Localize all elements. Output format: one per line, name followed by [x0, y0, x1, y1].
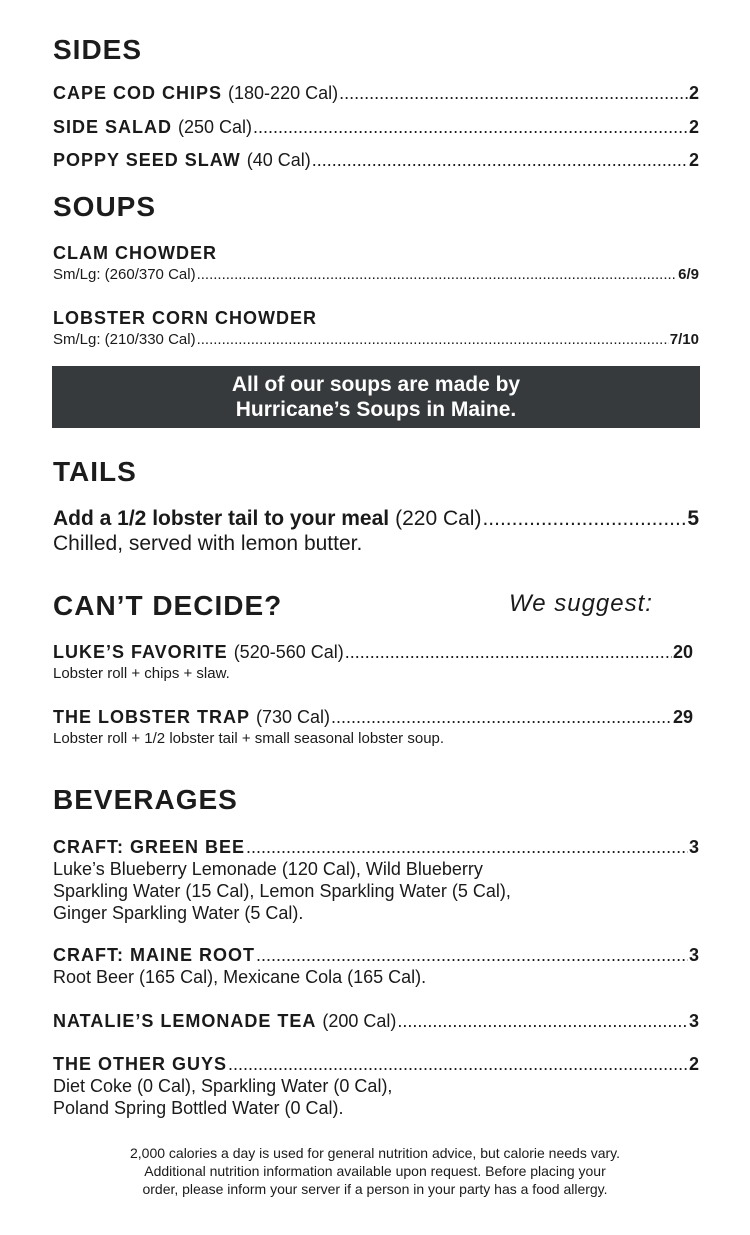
- nutrition-disclaimer: [40, 1144, 710, 1198]
- dot-leader: [312, 149, 688, 171]
- other-guys-description-line: Diet Coke (0 Cal), Sparkling Water (0 Cal),: [53, 1076, 393, 1096]
- item-name: CAPE COD CHIPS: [53, 83, 223, 103]
- item-name: Add a 1/2 lobster tail to your meal: [53, 507, 390, 530]
- item-price: 2: [688, 1054, 699, 1074]
- dot-leader: [339, 82, 688, 104]
- item-price: 29: [672, 707, 693, 727]
- item-price: 3: [688, 945, 699, 965]
- item-size-calories: Sm/Lg: (260/370 Cal): [53, 266, 196, 283]
- soups-info-banner: [52, 366, 700, 428]
- item-name: POPPY SEED SLAW: [53, 150, 241, 170]
- item-calories: (520-560 Cal): [233, 642, 344, 662]
- menu-item-green-bee: [53, 836, 699, 858]
- dot-leader: [256, 944, 688, 966]
- menu-item-lemonade-tea: [53, 1010, 699, 1032]
- disclaimer-line: Additional nutrition information available upon request. Before placing your: [144, 1163, 606, 1179]
- dot-leader: [246, 836, 688, 858]
- menu-item-lobster-corn-chowder: [53, 331, 699, 349]
- item-name: THE OTHER GUYS: [53, 1054, 228, 1074]
- lukes-favorite-description: Lobster roll + chips + slaw.: [53, 665, 230, 682]
- item-calories: (250 Cal): [178, 117, 253, 137]
- cant-decide-heading: CAN’T DECIDE?: [53, 590, 283, 621]
- lobster-tail-description: Chilled, served with lemon butter.: [53, 532, 363, 555]
- item-name: SIDE SALAD: [53, 117, 173, 137]
- sides-heading: SIDES: [53, 34, 143, 65]
- item-price: 2: [688, 83, 699, 103]
- item-calories: (220 Cal): [395, 507, 482, 530]
- item-price: 6/9: [678, 266, 699, 283]
- item-name: CRAFT: MAINE ROOT: [53, 945, 255, 965]
- menu-item-other-guys: [53, 1053, 699, 1075]
- item-price: 20: [672, 642, 693, 662]
- dot-leader: [197, 266, 678, 284]
- other-guys-description-line: Poland Spring Bottled Water (0 Cal).: [53, 1098, 344, 1118]
- menu-item-lukes-favorite: [53, 641, 693, 663]
- item-calories: (40 Cal): [246, 150, 311, 170]
- green-bee-description-line: Luke’s Blueberry Lemonade (120 Cal), Wild Blueberry: [53, 859, 483, 879]
- item-price: 2: [688, 117, 699, 137]
- banner-line: All of our soups are made by: [231, 373, 521, 396]
- dot-leader: [482, 507, 686, 531]
- item-name: NATALIE’S LEMONADE TEA: [53, 1011, 317, 1031]
- maine-root-description-line: Root Beer (165 Cal), Mexicane Cola (165 Cal).: [53, 967, 427, 987]
- dot-leader: [345, 641, 672, 663]
- item-name: LUKE’S FAVORITE: [53, 642, 228, 662]
- item-size-calories: Sm/Lg: (210/330 Cal): [53, 331, 196, 348]
- dot-leader: [253, 116, 688, 138]
- menu-item-lobster-tail: [53, 507, 699, 531]
- item-calories: (200 Cal): [322, 1011, 397, 1031]
- green-bee-description-line: Sparkling Water (15 Cal), Lemon Sparkling Water (5 Cal),: [53, 881, 511, 901]
- menu-item-clam-chowder: [53, 266, 699, 284]
- item-price: 3: [688, 837, 699, 857]
- item-name: CRAFT: GREEN BEE: [53, 837, 246, 857]
- dot-leader: [331, 706, 672, 728]
- menu-item-poppy-seed-slaw: [53, 149, 699, 171]
- item-price: 3: [688, 1011, 699, 1031]
- item-calories: (180-220 Cal): [228, 83, 339, 103]
- item-calories: (730 Cal): [256, 707, 331, 727]
- menu-item-side-salad: [53, 116, 699, 138]
- lobster-trap-description: Lobster roll + 1/2 lobster tail + small seasonal lobster soup.: [53, 730, 445, 747]
- item-name: THE LOBSTER TRAP: [53, 707, 251, 727]
- dot-leader: [397, 1010, 688, 1032]
- we-suggest-label: We suggest:: [509, 590, 653, 617]
- banner-line: Hurricane’s Soups in Maine.: [235, 398, 517, 421]
- soups-heading: SOUPS: [53, 191, 157, 222]
- soup-name-clam-chowder: CLAM CHOWDER: [53, 243, 217, 263]
- menu-item-lobster-trap: [53, 706, 693, 728]
- tails-heading: TAILS: [53, 456, 137, 487]
- item-price: 2: [688, 150, 699, 170]
- item-price: 7/10: [669, 331, 699, 348]
- dot-leader: [197, 331, 669, 349]
- green-bee-description-line: Ginger Sparkling Water (5 Cal).: [53, 903, 304, 923]
- disclaimer-line: 2,000 calories a day is used for general nutrition advice, but calorie needs vary.: [129, 1145, 621, 1161]
- disclaimer-line: order, please inform your server if a person in your party has a food allergy.: [142, 1181, 608, 1197]
- menu-item-maine-root: [53, 944, 699, 966]
- beverages-heading: BEVERAGES: [53, 784, 238, 815]
- menu-item-cape-cod-chips: [53, 82, 699, 104]
- soup-name-lobster-corn-chowder: LOBSTER CORN CHOWDER: [53, 308, 317, 328]
- dot-leader: [228, 1053, 688, 1075]
- item-price: 5: [687, 507, 699, 530]
